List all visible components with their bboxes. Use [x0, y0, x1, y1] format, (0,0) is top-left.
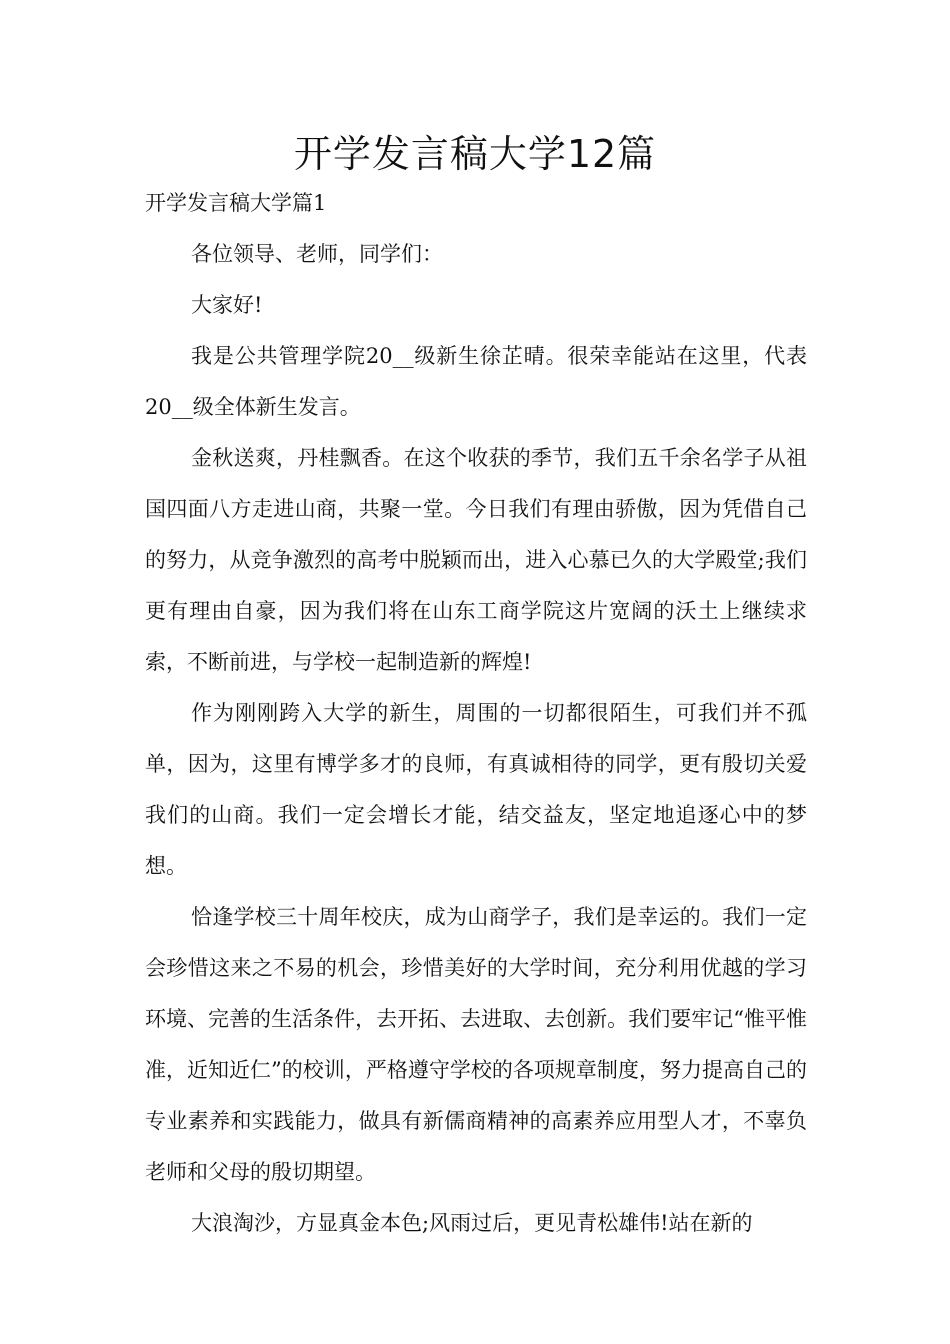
paragraph-closing-partial: 大浪淘沙，方显真金本色;风雨过后，更见青松雄伟!站在新的 — [191, 1211, 753, 1235]
document-title: 开学发言稿大学12篇 — [293, 132, 657, 176]
paragraph-anniversary: 恰逢学校三十周年校庆，成为山商学子，我们是幸运的。我们一定会珍惜这来之不易的机会，珍惜美好的大学时间，充分利用优越的学习环境、完善的生活条件，去开拓、去进取、去创新。我们要牢记“惟平惟准，近知近仁”的校训，严格遵守学校的各项规章制度，努力提高自己的专业素养和实践能力，做具有新儒商精神的高素养应用型人才，不辜负老师和父母的殷切期望。 — [145, 905, 807, 1184]
section-heading: 开学发言稿大学篇1 — [145, 191, 327, 215]
paragraph-greeting: 大家好! — [191, 293, 263, 317]
document-body — [145, 178, 807, 1249]
paragraph-autumn: 金秋送爽，丹桂飘香。在这个收获的季节，我们五千余名学子从祖国四面八方走进山商，共聚一堂。今日我们有理由骄傲，因为凭借自己的努力，从竞争激烈的高考中脱颖而出，进入心慕已久的大学殿堂;我们更有理由自豪，因为我们将在山东工商学院这片宽阔的沃土上继续求索，不断前进，与学校一起制造新的辉煌! — [145, 446, 807, 674]
paragraph-introduction: 我是公共管理学院20__级新生徐芷晴。很荣幸能站在这里，代表20__级全体新生发言。 — [145, 344, 807, 419]
paragraph-salutation: 各位领导、老师，同学们： — [191, 242, 443, 266]
paragraph-new-students: 作为刚刚跨入大学的新生，周围的一切都很陌生，可我们并不孤单，因为，这里有博学多才的良师，有真诚相待的同学，更有殷切关爱我们的山商。我们一定会增长才能，结交益友，坚定地追逐心中的梦想。 — [145, 701, 807, 878]
